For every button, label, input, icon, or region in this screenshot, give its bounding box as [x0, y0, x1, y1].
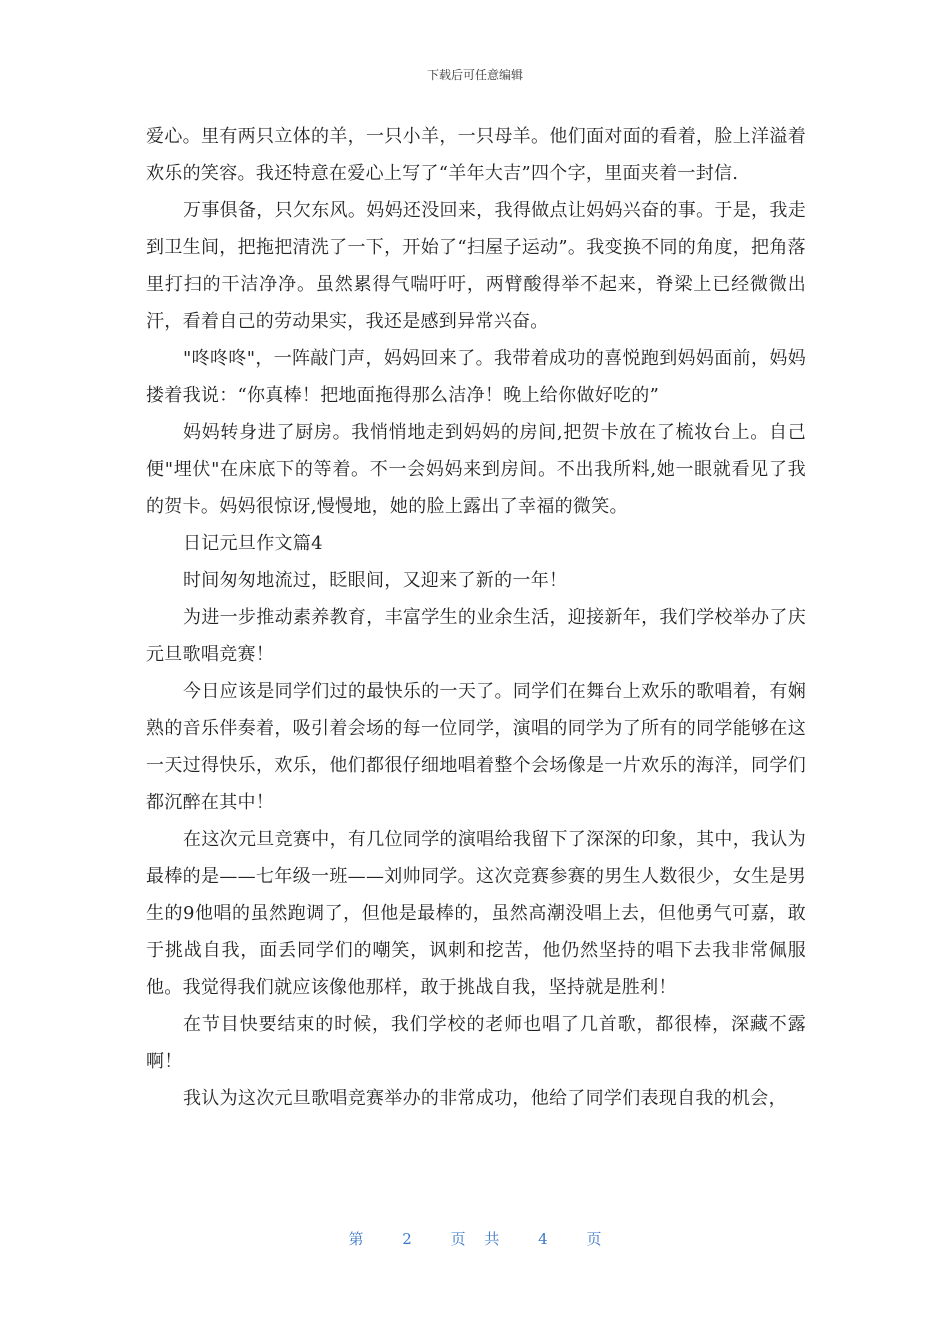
paragraph: 妈妈转身进了厨房。我悄悄地走到妈妈的房间,把贺卡放在了梳妆台上。自己便"埋伏"在床底下的等着。不一会妈妈来到房间。不出我所料,她一眼就看见了我的贺卡。妈妈很惊讶,慢慢地，她的脸上露出了幸福的微笑。 [146, 422, 806, 517]
paragraph: 爱心。里有两只立体的羊，一只小羊，一只母羊。他们面对面的看着，脸上洋溢着欢乐的笑容。我还特意在爱心上写了“羊年大吉”四个字，里面夹着一封信. [146, 126, 806, 184]
paragraph: 我认为这次元旦歌唱竞赛举办的非常成功，他给了同学们表现自我的机会， [183, 1088, 787, 1109]
footer-prefix: 第 [348, 1230, 364, 1248]
paragraph: 在节目快要结束的时候，我们学校的老师也唱了几首歌，都很棒，深藏不露啊！ [146, 1014, 806, 1072]
page-header: 下载后可任意编辑 [426, 68, 523, 82]
paragraph: 今日应该是同学们过的最快乐的一天了。同学们在舞台上欢乐的歌唱着，有娴熟的音乐伴奏着，吸引着会场的每一位同学，演唱的同学为了所有的同学能够在这一天过得快乐，欢乐，他们都很仔细地唱着整个会场像是一片欢乐的海洋，同学们都沉醉在其中！ [146, 681, 806, 813]
section-title: 日记元旦作文篇4 [183, 533, 323, 554]
total-pages-number: 4 [538, 1230, 548, 1248]
footer-middle: 页 共 [450, 1230, 500, 1248]
paragraph: "咚咚咚"，一阵敲门声，妈妈回来了。我带着成功的喜悦跑到妈妈面前，妈妈搂着我说：“你真棒！把地面拖得那么洁净！晚上给你做好吃的” [146, 348, 806, 406]
paragraph: 时间匆匆地流过，眨眼间，又迎来了新的一年！ [183, 570, 568, 591]
current-page-number: 2 [402, 1230, 412, 1248]
paragraph: 万事俱备，只欠东风。妈妈还没回来，我得做点让妈妈兴奋的事。于是，我走到卫生间，把拖把清洗了一下，开始了“扫屋子运动”。我变换不同的角度，把角落里打扫的干洁净净。虽然累得气喘吁吁，两臂酸得举不起来，脊梁上已经微微出汗，看着自己的劳动果实，我还是感到异常兴奋。 [146, 200, 806, 332]
document-body [146, 118, 806, 1117]
paragraph: 为进一步推动素养教育，丰富学生的业余生活，迎接新年，我们学校举办了庆元旦歌唱竞赛！ [146, 607, 806, 665]
footer-suffix: 页 [586, 1230, 602, 1248]
page-footer [0, 1228, 950, 1249]
paragraph: 在这次元旦竞赛中，有几位同学的演唱给我留下了深深的印象，其中，我认为最棒的是——七年级一班——刘帅同学。这次竞赛参赛的男生人数很少，女生是男生的9他唱的虽然跑调了，但他是最棒的，虽然高潮没唱上去，但他勇气可嘉，敢于挑战自我，面丢同学们的嘲笑，讽刺和挖苦，他仍然坚持的唱下去我非常佩服他。我觉得我们就应该像他那样，敢于挑战自我，坚持就是胜利！ [146, 829, 806, 998]
